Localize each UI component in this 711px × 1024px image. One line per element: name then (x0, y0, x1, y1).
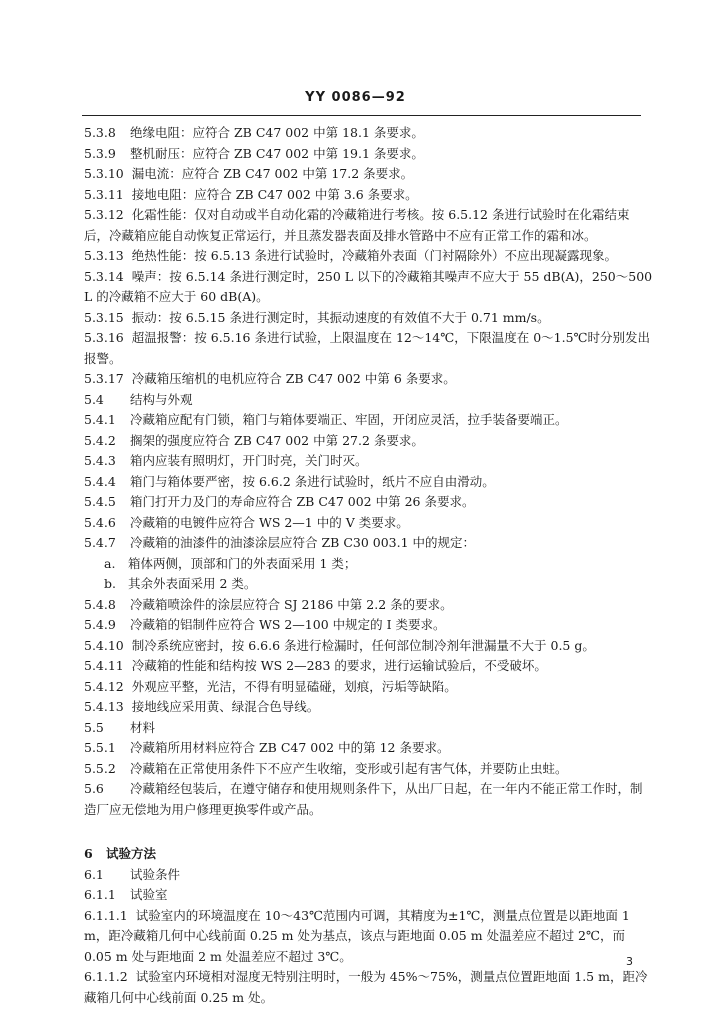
clause-number: 5.5.2 (84, 760, 116, 776)
clause-text: 箱门与箱体要严密，按 6.6.2 条进行试验时，纸片不应自由滑动。 (130, 473, 495, 489)
clause-paragraph (84, 164, 654, 185)
clause-text: 其余外表面采用 2 类。 (128, 576, 257, 591)
clause-paragraph (84, 697, 654, 718)
clause-paragraph (84, 513, 654, 534)
clause-text: 冷藏箱的电镀件应符合 WS 2—1 中的 V 类要求。 (130, 514, 409, 530)
clause-text: 制冷系统应密封，按 6.6.6 条进行检漏时，任何部位制冷剂年泄漏量不大于 0.5 g。 (131, 637, 595, 653)
clause-text: 超温报警：按 6.5.16 条进行试验，上限温度在 12～14℃，下限温度在 0～1.5℃时分别发出报警。 (84, 330, 651, 366)
clause-number: 5.4.3 (84, 453, 116, 468)
clause-paragraph (84, 185, 654, 206)
clause-text: 冷藏箱的油漆件的油漆涂层应符合 ZB C30 003.1 中的规定： (130, 535, 476, 550)
clause-paragraph (84, 595, 654, 616)
clause-number: 6.1.1.2 (84, 969, 128, 984)
clause-paragraph (84, 369, 654, 390)
clause-paragraph (84, 328, 654, 369)
clause-paragraph (84, 205, 654, 246)
clause-text: 冷藏箱在正常使用条件下不应产生收缩，变形或引起有害气体，并要防止虫蛀。 (130, 760, 568, 776)
clause-number: 5.4.2 (84, 432, 116, 448)
clause-text: 冷藏箱喷涂件的涂层应符合 SJ 2186 中第 2.2 条的要求。 (130, 596, 453, 612)
clause-number: 5.4.5 (84, 494, 116, 509)
clause-number: 5.4.8 (84, 596, 116, 612)
clause-paragraph (84, 410, 654, 431)
clause-paragraph (84, 267, 654, 308)
clause-paragraph (84, 472, 654, 493)
clause-text: 绝缘电阻：应符合 ZB C47 002 中第 18.1 条要求。 (130, 125, 424, 140)
clause-paragraph (84, 636, 654, 657)
clause-number: 5.5.1 (84, 740, 116, 755)
clause-number: 5.3.8 (84, 125, 116, 140)
clause-number: 5.4.1 (84, 412, 116, 427)
clause-paragraph (84, 246, 654, 267)
clause-text: 箱内应装有照明灯，开门时亮，关门时灭。 (130, 453, 368, 468)
standard-code-header: YY 0086—92 (305, 90, 406, 105)
clause-number: 5.4.11 (84, 658, 124, 673)
clause-number: 5.4 (84, 391, 104, 407)
clause-paragraph (84, 779, 654, 820)
clause-text: 试验室 (130, 887, 168, 902)
clause-number: 5.4.7 (84, 535, 116, 550)
clause-number: 6.1.1.1 (84, 907, 128, 923)
clause-number: 5.4.10 (84, 637, 124, 653)
clause-number: 5.4.9 (84, 617, 116, 632)
clause-text: 冷藏箱的铝制件应符合 WS 2—100 中规定的 I 类要求。 (130, 617, 446, 632)
clause-text: 材料 (130, 719, 156, 735)
header-rule (82, 115, 641, 116)
clause-number: 5.3.13 (84, 248, 124, 263)
clause-number: 5.3.14 (84, 268, 124, 284)
clause-text: 振动：按 6.5.15 条进行测定时，其振动速度的有效值不大于 0.71 mm/s。 (131, 309, 550, 325)
clause-text: 接地线应采用黄、绿混合色导线。 (131, 699, 320, 714)
clause-text: 搁架的强度应符合 ZB C47 002 中第 27.2 条要求。 (130, 432, 424, 448)
clause-paragraph (84, 677, 654, 698)
clause-number: 5.3.15 (84, 309, 124, 325)
clause-text: 冷藏箱的性能和结构按 WS 2—283 的要求，进行运输试验后，不受破坏。 (131, 658, 547, 673)
clause-number: 5.6 (84, 781, 104, 796)
clause-paragraph (84, 967, 654, 1008)
clause-text: 接地电阻：应符合 ZB C47 002 中第 3.6 条要求。 (131, 186, 418, 202)
clause-paragraph (84, 615, 654, 636)
clause-number: 5.3.17 (84, 371, 124, 386)
clause-paragraph (84, 885, 654, 906)
clause-number: a. (104, 555, 116, 571)
clause-text: 试验室内环境相对湿度无特别注明时，一般为 45%～75%，测量点位置距地面 1.5 m，距冷藏箱几何中心线前面 0.25 m 处。 (84, 969, 648, 1005)
clause-paragraph (84, 144, 654, 165)
clause-number: b. (104, 576, 116, 591)
clause-number: 5.4.12 (84, 678, 124, 694)
clause-paragraph (84, 718, 654, 739)
clause-number: 6.1 (84, 866, 104, 882)
clause-number: 5.3.12 (84, 207, 124, 222)
section-heading (84, 844, 654, 865)
clause-paragraph (84, 738, 654, 759)
clause-number: 5.5 (84, 719, 104, 735)
clause-text: 外观应平整，光洁，不得有明显磕碰，划痕，污垢等缺陷。 (131, 678, 457, 694)
clause-paragraph (84, 554, 654, 575)
clause-number: 5.4.4 (84, 473, 116, 489)
clause-paragraph (84, 451, 654, 472)
clause-text: 绝热性能：按 6.5.13 条进行试验时，冷藏箱外表面（门衬隔除外）不应出现凝露现象。 (131, 248, 617, 263)
clause-text: 噪声：按 6.5.14 条进行测定时，250 L 以下的冷藏箱其噪声不应大于 55 dB(A)，250～500 L 的冷藏箱不应大于 60 dB(A)。 (84, 268, 653, 304)
clause-number: 5.3.16 (84, 330, 124, 345)
clause-number: 5.3.9 (84, 145, 116, 161)
clause-text: 化霜性能：仅对自动或半自动化霜的冷藏箱进行考核。按 6.5.12 条进行试验时在化霜结束后，冷藏箱应能自动恢复正常运行，并且蒸发器表面及排水管路中不应有正常工作的霜和冰。 (84, 207, 630, 243)
clause-number: 5.4.6 (84, 514, 116, 530)
document-body (84, 123, 654, 1008)
clause-paragraph (84, 431, 654, 452)
clause-paragraph (84, 123, 654, 144)
clause-text: 箱门打开力及门的寿命应符合 ZB C47 002 中第 26 条要求。 (130, 494, 475, 509)
clause-text: 箱体两侧，顶部和门的外表面采用 1 类； (128, 555, 357, 571)
clause-number: 5.4.13 (84, 699, 124, 714)
clause-paragraph (84, 906, 654, 968)
clause-text: 冷藏箱经包装后，在遵守储存和使用规则条件下，从出厂日起，在一年内不能正常工作时，制造厂应无偿地为用户修理更换零件或产品。 (84, 781, 643, 817)
clause-text: 试验室内的环境温度在 10～43℃范围内可调，其精度为±1℃，测量点位置是以距地面 1 m，距冷藏箱几何中心线前面 0.25 m 处为基点，该点与距地面 0.05 m 处温差应不超过 2℃，而 0.05 m 处与距地面 2 m 处温差应不超过 3℃。 (84, 907, 630, 964)
clause-number: 5.3.10 (84, 166, 124, 181)
clause-paragraph (84, 390, 654, 411)
clause-text: 漏电流：应符合 ZB C47 002 中第 17.2 条要求。 (131, 166, 414, 181)
clause-text: 试验方法 (106, 846, 157, 861)
clause-paragraph (84, 308, 654, 329)
clause-paragraph (84, 492, 654, 513)
clause-number: 6.1.1 (84, 887, 116, 902)
clause-number: 6 (84, 846, 93, 861)
page-number: 3 (626, 955, 633, 968)
clause-paragraph (84, 656, 654, 677)
clause-text: 冷藏箱应配有门锁，箱门与箱体要端正、牢固，开闭应灵活，拉手装备要端正。 (130, 412, 568, 427)
clause-text: 结构与外观 (130, 391, 193, 407)
clause-paragraph (84, 865, 654, 886)
clause-text: 整机耐压：应符合 ZB C47 002 中第 19.1 条要求。 (130, 145, 424, 161)
clause-paragraph (84, 574, 654, 595)
clause-text: 试验条件 (130, 866, 181, 882)
clause-paragraph (84, 759, 654, 780)
clause-number: 5.3.11 (84, 186, 124, 202)
clause-text: 冷藏箱所用材料应符合 ZB C47 002 中的第 12 条要求。 (130, 740, 450, 755)
clause-paragraph (84, 533, 654, 554)
clause-text: 冷藏箱压缩机的电机应符合 ZB C47 002 中第 6 条要求。 (131, 371, 456, 386)
